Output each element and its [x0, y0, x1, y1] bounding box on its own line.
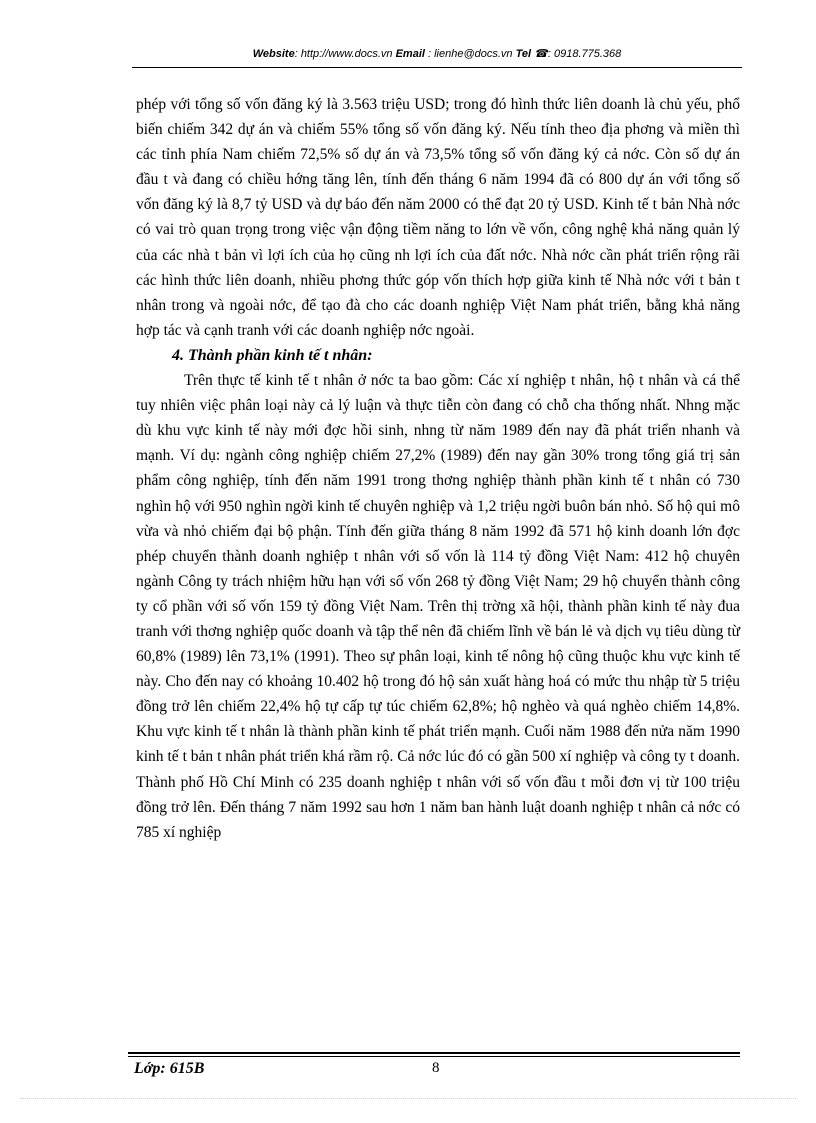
phone-icon: ☎ — [534, 48, 548, 60]
section-heading: 4. Thành phần kinh tế t nhân: — [172, 346, 373, 364]
page-number: 8 — [432, 1060, 440, 1076]
header-divider — [132, 67, 742, 68]
tel-label: Tel — [515, 48, 532, 60]
page-bottom-dotted-line — [20, 1098, 796, 1099]
page-header — [132, 47, 742, 60]
email-label: Email — [395, 48, 425, 60]
footer-divider-thick — [128, 1052, 740, 1054]
website-label: Website — [252, 48, 295, 60]
email-value: : lienhe@docs.vn — [424, 48, 516, 60]
footer-divider-thin — [128, 1056, 740, 1057]
paragraph-private-sector: Trên thực tế kinh tế t nhân ở nớc ta bao gồm: Các xí nghiệp t nhân, hộ t nhân và cá thể tuy nhiên việc phân loại này cả lý luận và thực tiễn còn đang có chỗ cha thống nhất. Nhng mặc dù khu vực kinh tế này mới đợc hồi sinh, nhng từ năm 1989 đến nay đã phát triển nhanh và mạnh. Ví dụ: ngành công nghiệp chiếm 27,2% (1989) đến nay gần 30% trong tổng giá trị sản phẩm công nghiệp, tính đến năm 1991 trong thơng nghiệp thành phần kinh tế t nhân có 730 nghìn hộ với 950 nghìn ngời kinh tế chuyên nghiệp và 1,2 triệu ngời buôn bán nhỏ. Số hộ qui mô vừa và nhỏ chiếm đại bộ phận. Tính đến giữa tháng 8 năm 1992 đã 571 hộ kinh doanh lớn đợc phép chuyển thành doanh nghiệp t nhân với số vốn là 114 tỷ đồng Việt Nam: 412 hộ chuyên ngành Công ty trách nhiệm hữu hạn với số vốn 268 tỷ đồng Việt Nam; 29 hộ chuyển thành công ty cổ phần với số vốn 159 tỷ đồng Việt Nam. Trên thị trờng xã hội, thành phần kinh tế này đua tranh với thơng nghiệp quốc doanh và tập thể nên đã chiếm lĩnh về bán lẻ và dịch vụ tiêu dùng từ 60,8% (1989) lên 73,1% (1991). Theo sự phân loại, kinh tế nông hộ cũng thuộc khu vực kinh tế này. Cho đến nay có khoảng 10.402 hộ trong đó hộ sản xuất hàng hoá có mức thu nhập từ 5 triệu đồng trở lên chiếm 22,4% hộ tự cấp tự túc chiếm 62,8%; hộ nghèo và quá nghèo chiếm 14,8%. Khu vực kinh tế t nhân là thành phần kinh tế phát triển mạnh. Cuối năm 1988 đến nửa năm 1990 kinh tế t bản t nhân phát triển khá rầm rộ. Cả nớc lúc đó có gần 500 xí nghiệp và công ty t doanh. Thành phố Hồ Chí Minh có 235 doanh nghiệp t nhân với số vốn đầu t mỗi đơn vị từ 100 triệu đồng trở lên. Đến tháng 7 năm 1992 sau hơn 1 năm ban hành luật doanh nghiệp t nhân cả nớc có 785 xí nghiệp — [136, 372, 740, 841]
document-body — [136, 92, 740, 845]
paragraph-investment: phép với tổng số vốn đăng ký là 3.563 triệu USD; trong đó hình thức liên doanh là chủ yếu, phổ biến chiếm 342 dự án và chiếm 55% tổng số vốn đăng ký. Nếu tính theo địa phơng và miền thì các tỉnh phía Nam chiếm 72,5% số dự án và 73,5% tổng số vốn đăng ký cả nớc. Còn số dự án đầu t và đang có chiều hớng tăng lên, tính đến tháng 6 năm 1994 đã có 800 dự án với tổng số vốn đăng ký là 8,7 tỷ USD và dự báo đến năm 2000 có thể đạt 20 tỷ USD. Kinh tế t bản Nhà nớc có vai trò quan trọng trong việc vận động tiềm năng to lớn về vốn, công nghệ khả năng quản lý của các nhà t bản vì lợi ích của họ cũng nh lợi ích của đất nớc. Nhà nớc cần phát triển rộng rãi các hình thức liên doanh, nhiều phơng thức góp vốn thích hợp giữa kinh tế Nhà nớc với t bản t nhân trong và ngoài nớc, để tạo đà cho các doanh nghiệp Việt Nam phát triển, bằng khả năng hợp tác và cạnh tranh với các doanh nghiệp nớc ngoài. — [136, 96, 740, 339]
footer-class-label: Lớp: 615B — [134, 1060, 205, 1077]
website-value: : http://www.docs.vn — [294, 48, 396, 60]
tel-value: : 0918.775.368 — [547, 48, 622, 60]
